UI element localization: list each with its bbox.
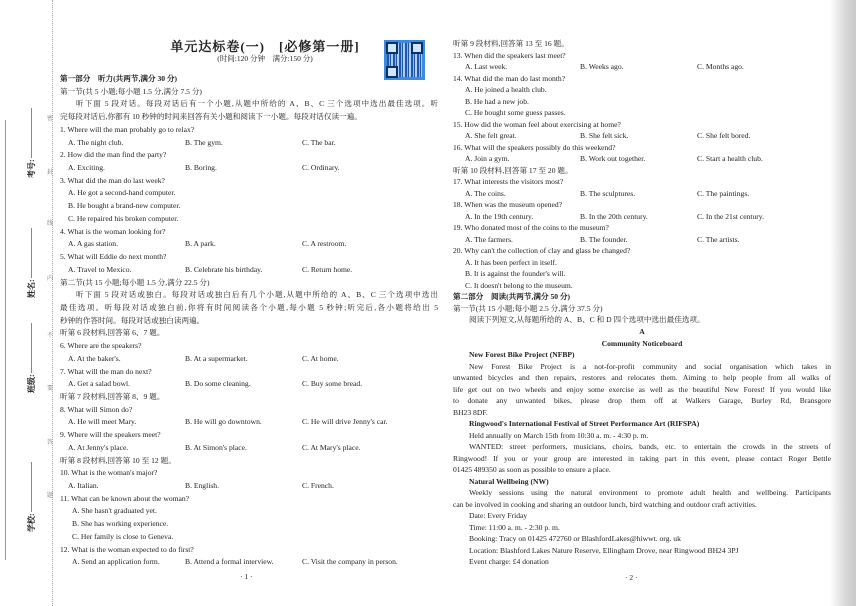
line-text: A. It has been perfect in itself. <box>465 257 557 267</box>
seal-char: 封 <box>47 170 54 176</box>
answer-option <box>453 107 831 118</box>
fill-in-line <box>31 108 32 158</box>
answer-option: A. The night club. <box>68 137 124 147</box>
question <box>453 142 831 153</box>
question <box>60 544 438 555</box>
answer-option: C. He will drive Jenny's car. <box>302 417 388 427</box>
exam-info: (时间:120 分钟 满分:150 分) <box>217 54 313 63</box>
answer-option: A. Last week. <box>465 62 508 72</box>
answer-option: C. The paintings. <box>697 188 750 198</box>
answer-options-row <box>453 188 831 199</box>
answer-option <box>60 187 438 198</box>
answer-option: C. The artists. <box>697 234 740 244</box>
seal-char: 不 <box>47 333 54 339</box>
line-text: Booking: Tracy on 01425 472760 or BlashfordLakes@hiwwt. org. uk <box>469 534 681 544</box>
answer-option: B. English. <box>185 481 219 491</box>
line-text: 20. Why can't the collection of clay and glass be changed? <box>453 246 631 256</box>
page-number-2: · 2 · <box>625 573 638 582</box>
answer-options-row <box>453 211 831 222</box>
line-text: 第一节(共 5 小题;每小题 1.5 分,满分 7.5 分) <box>60 86 202 96</box>
seal-char: 答 <box>47 440 54 446</box>
line-text: 听第 6 段材料,回答第 6、7 题。 <box>60 328 165 338</box>
question <box>60 366 438 377</box>
line-text: 听第 10 段材料,回答第 17 至 20 题。 <box>453 165 573 175</box>
question <box>60 175 438 186</box>
page-number-1: · 1 · <box>240 572 253 581</box>
answer-option: B. Attend a formal interview. <box>185 557 274 567</box>
answer-options-row <box>60 264 438 275</box>
line-text: BH23 8DF. <box>453 407 488 417</box>
instruction-text <box>453 556 831 567</box>
instruction-text <box>453 407 831 418</box>
answer-options-row <box>453 61 831 72</box>
paragraph-line <box>453 361 831 372</box>
instruction-text <box>60 315 438 326</box>
line-text: B. He bought a brand-new computer. <box>68 201 181 211</box>
line-text: B. She has working experience. <box>72 519 169 529</box>
line-text: WANTED: street performers, musicians, choirs, bands, etc. to entertain the crowds in the streets of <box>469 442 831 452</box>
answer-options-row <box>60 442 438 453</box>
passage-heading <box>453 326 831 337</box>
line-text: 听第 8 段材料,回答第 10 至 12 题。 <box>60 455 176 465</box>
section-heading <box>453 418 831 429</box>
line-text: Community Noticeboard <box>601 338 683 348</box>
answer-option: B. He will go downtown. <box>185 417 262 427</box>
answer-option: A. At the baker's. <box>68 353 121 363</box>
line-text: B. It is against the founder's will. <box>465 269 566 279</box>
fill-in-line <box>31 323 32 373</box>
answer-options-row <box>453 153 831 164</box>
instruction-text <box>60 391 438 402</box>
margin-label-field: 学校: <box>27 513 36 532</box>
paragraph-line <box>60 98 438 109</box>
answer-option <box>60 518 438 529</box>
line-text: C. It doesn't belong to the museum. <box>465 280 573 290</box>
line-text: 9. Where will the speakers meet? <box>60 430 161 440</box>
seal-char: 题 <box>47 493 54 499</box>
line-text: 17. What interests the visitors most? <box>453 177 564 187</box>
answer-option: B. The sculptures. <box>580 188 636 198</box>
answer-options-row <box>60 238 438 249</box>
line-text: can be involved in cooking and sharing an outdoor lunch, bird watching and outdoor craft activities. <box>453 499 757 509</box>
scan-edge-shadow <box>830 0 856 606</box>
answer-option: A. At Jenny's place. <box>68 442 129 452</box>
answer-option: A. The farmers. <box>465 234 513 244</box>
answer-options-row <box>453 234 831 245</box>
question <box>60 493 438 504</box>
line-text: 18. When was the museum opened? <box>453 200 563 210</box>
line-text: 3. What did the man do last week? <box>60 175 165 185</box>
instruction-text <box>60 455 438 466</box>
answer-option: A. In the 19th century. <box>465 211 534 221</box>
answer-option: B. Celebrate his birthday. <box>185 264 263 274</box>
section-heading <box>453 476 831 487</box>
question <box>453 119 831 130</box>
answer-option: B. Boring. <box>185 163 217 173</box>
line-text: Location: Blashford Lakes Nature Reserve, Ellingham Drove, near Ringwood BH24 3PJ <box>469 545 739 555</box>
seal-char: 要 <box>47 386 54 392</box>
line-text: Ringwood's International Festival of Street Performance Art (RIFSPA) <box>469 419 700 429</box>
line-text: C. Her family is close to Geneva. <box>72 531 174 541</box>
paragraph-line <box>60 289 438 300</box>
margin-label-field: 班级: <box>27 374 36 393</box>
answer-option: C. At Mary's place. <box>302 442 361 452</box>
line-text: 16. What will the speakers possibly do this weekend? <box>453 142 616 152</box>
line-text: to donate any unwanted bikes, please drop them off at Walkers Garage, Burley Rd, Bransgore <box>453 396 831 406</box>
line-text: 1. Where will the man probably go to relax? <box>60 124 195 134</box>
line-text: 01425 489350 as soon as possible to ensure a place. <box>453 465 611 475</box>
answer-option: C. At home. <box>302 353 339 363</box>
seal-char: 线 <box>47 221 54 227</box>
instruction-text <box>453 545 831 556</box>
answer-options-row <box>60 416 438 427</box>
seal-char: 密 <box>47 116 54 122</box>
answer-option: C. Start a health club. <box>697 154 763 164</box>
line-text: 4. What is the woman looking for? <box>60 226 166 236</box>
seal-char: 内 <box>47 276 54 282</box>
question <box>60 429 438 440</box>
line-text: 11. What can be known about the woman? <box>60 493 190 503</box>
question <box>453 245 831 256</box>
margin-label-field: 姓名: <box>27 279 36 298</box>
instruction-text <box>453 464 831 475</box>
line-text: A <box>639 327 645 336</box>
instruction-text <box>453 38 831 49</box>
instruction-text <box>453 510 831 521</box>
line-text: 7. What will the man do next? <box>60 366 152 376</box>
line-text: 听第 7 段材料,回答第 8、9 题。 <box>60 392 165 401</box>
line-text: unwanted bicycles and then repairs, restores and relocates them. Aiming to help people from all walks of <box>453 373 831 383</box>
fill-in-line <box>31 228 32 278</box>
answer-options-row <box>60 556 438 567</box>
answer-option: B. The founder. <box>580 234 628 244</box>
paragraph-line <box>453 384 831 395</box>
answer-option <box>453 280 831 291</box>
answer-option <box>60 200 438 211</box>
answer-option: A. Join a gym. <box>465 154 510 164</box>
answer-option: A. Travel to Mexico. <box>68 264 132 274</box>
answer-option <box>453 268 831 279</box>
instruction-text <box>453 533 831 544</box>
line-text: 第一节(共 15 小题;每小题 2.5 分,满分 37.5 分) <box>453 303 603 313</box>
answer-option: C. The bar. <box>302 137 336 147</box>
line-text: Ringwood! If you or your group are interested in taking part in this event, please contact Roger Bettle <box>453 453 831 463</box>
line-text: Event charge: £4 donation <box>469 557 549 567</box>
line-text: 8. What will Simon do? <box>60 404 133 414</box>
fill-in-line <box>31 462 32 512</box>
paragraph-line <box>453 441 831 452</box>
answer-option: A. He will meet Mary. <box>68 417 137 427</box>
line-text: 完每段对话后,你都有 10 秒钟的时间来回答有关小题和阅读下一小题。每段对话仅读一遍。 <box>60 112 362 122</box>
paragraph-line <box>453 453 831 464</box>
line-text: A. She hasn't graduated yet. <box>72 506 157 516</box>
answer-option: C. Buy some bread. <box>302 379 363 389</box>
line-text: 最佳选项。听每段对话或独白前,你将有时间阅读各个小题,每小题 5 秒钟;听完后,各小题将给出 5 <box>60 302 438 312</box>
line-text: 2. How did the man find the party? <box>60 150 167 160</box>
answer-option: C. A restroom. <box>302 239 347 249</box>
instruction-text <box>453 499 831 510</box>
answer-option: C. Months ago. <box>697 62 744 72</box>
line-text: Natural Wellbeing (NW) <box>469 476 549 486</box>
instruction-text <box>453 430 831 441</box>
answer-option: C. Return home. <box>302 264 353 274</box>
answer-option <box>60 213 438 224</box>
question <box>60 251 438 262</box>
question <box>453 73 831 84</box>
line-text: 听下面 5 段对话。每段对话后有一个小题,从题中所给的 A、B、C 三个选项中选出最佳选项。听 <box>76 99 438 109</box>
question <box>60 226 438 237</box>
line-text: Time: 11:00 a. m. - 2:30 p. m. <box>469 522 560 532</box>
answer-options-row <box>60 378 438 389</box>
line-text: C. He bought some guess passes. <box>465 108 566 118</box>
answer-option: C. French. <box>302 481 334 491</box>
section-heading <box>60 73 438 84</box>
answer-option <box>60 531 438 542</box>
question <box>60 124 438 135</box>
answer-option <box>453 257 831 268</box>
line-text: 第一部分 听力(共两节,满分 30 分) <box>60 74 178 83</box>
answer-options-row <box>453 130 831 141</box>
line-text: life get out on two wheels and enjoy some exercise as well as the beautiful New Forest! If you would like <box>453 384 831 394</box>
line-text: 10. What is the woman's major? <box>60 468 158 478</box>
instruction-text <box>60 111 438 122</box>
answer-option: B. At Simon's place. <box>185 442 247 452</box>
line-text: C. He repaired his broken computer. <box>68 213 179 223</box>
line-text: 6. Where are the speakers? <box>60 341 142 351</box>
question <box>453 50 831 61</box>
instruction-text <box>453 165 831 176</box>
line-text: 5. What will Eddie do next month? <box>60 252 167 262</box>
line-text: New Forest Bike Project (NFBP) <box>469 350 575 360</box>
answer-option: B. A park. <box>185 239 216 249</box>
question <box>453 176 831 187</box>
answer-option: C. Visit the company in person. <box>302 557 398 567</box>
instruction-text <box>60 277 438 288</box>
answer-option: A. She felt great. <box>465 131 517 141</box>
question <box>60 404 438 415</box>
instruction-text <box>60 86 438 97</box>
passage-heading <box>453 338 831 349</box>
answer-option: B. She felt sick. <box>580 131 629 141</box>
page-title: 单元达标卷(一) [必修第一册] <box>170 39 360 54</box>
instruction-text <box>453 303 831 314</box>
answer-options-row <box>60 353 438 364</box>
answer-option <box>60 505 438 516</box>
answer-option: A. Italian. <box>68 481 99 491</box>
line-text: B. He had a new job. <box>465 96 529 106</box>
paragraph-line <box>453 487 831 498</box>
answer-option: C. She felt bored. <box>697 131 751 141</box>
answer-option: A. The coins. <box>465 188 506 198</box>
answer-options-row <box>60 480 438 491</box>
answer-option: B. In the 20th century. <box>580 211 648 221</box>
answer-option: B. At a supermarket. <box>185 353 248 363</box>
answer-option: A. Exciting. <box>68 163 105 173</box>
answer-option: B. Weeks ago. <box>580 62 624 72</box>
paragraph-line <box>453 395 831 406</box>
margin-label-field: 考号: <box>27 159 36 178</box>
line-text: 13. When did the speakers last meet? <box>453 50 566 60</box>
instruction-text <box>453 314 831 325</box>
paragraph-line <box>453 372 831 383</box>
seal-dotted-line <box>52 0 53 606</box>
question <box>60 340 438 351</box>
answer-options-row <box>60 162 438 173</box>
line-text: 秒钟的作答时间。每段对话或独白读两遍。 <box>60 315 205 325</box>
question <box>453 199 831 210</box>
question <box>60 467 438 478</box>
answer-option: B. The gym. <box>185 137 223 147</box>
line-text: 14. What did the man do last month? <box>453 73 566 83</box>
line-text: 19. Who donated most of the coins to the museum? <box>453 223 609 233</box>
line-text: 第二部分 阅读(共两节,满分 50 分) <box>453 292 571 302</box>
answer-option: C. In the 21st century. <box>697 211 764 221</box>
line-text: A. He got a second-hand computer. <box>68 188 176 198</box>
instruction-text <box>60 327 438 338</box>
line-text: 12. What is the woman expected to do first? <box>60 544 194 554</box>
question <box>60 149 438 160</box>
line-text: Weekly sessions using the natural environment to promote adult health and wellbeing. Participants <box>469 488 831 498</box>
question <box>453 222 831 233</box>
margin-border-line <box>5 120 6 560</box>
line-text: 第二节(共 15 小题;每小题 1.5 分,满分 22.5 分) <box>60 277 210 287</box>
line-text: 听第 9 段材料,回答第 13 至 16 题。 <box>453 39 569 48</box>
answer-option: B. Work out together. <box>580 154 646 164</box>
line-text: A. He joined a health club. <box>465 85 547 95</box>
answer-options-row <box>60 137 438 148</box>
line-text: 阅读下列短文,从每题所给的 A、B、C 和 D 四个选项中选出最佳选项。 <box>469 315 705 325</box>
line-text: New Forest Bike Project is a not-for-profit community and social organisation which takes in <box>469 361 831 371</box>
line-text: 15. How did the woman feel about exercising at home? <box>453 119 621 129</box>
answer-option: C. Ordinary. <box>302 163 340 173</box>
line-text: 听下面 5 段对话或独白。每段对话或独白后有几个小题,从题中所给的 A、B、C 三个选项中选出 <box>76 290 438 300</box>
paragraph-line <box>60 302 438 313</box>
answer-option <box>453 84 831 95</box>
section-heading <box>453 291 831 302</box>
answer-option: A. Get a salad bowl. <box>68 379 130 389</box>
instruction-text <box>453 522 831 533</box>
answer-option: A. Send an application form. <box>72 557 160 567</box>
answer-option <box>453 96 831 107</box>
section-heading <box>453 349 831 360</box>
answer-option: B. Do some cleaning. <box>185 379 251 389</box>
answer-option: A. A gas station. <box>68 239 118 249</box>
line-text: Held annually on March 15th from 10:30 a. m. - 4:30 p. m. <box>469 430 649 440</box>
line-text: Date: Every Friday <box>469 511 528 521</box>
